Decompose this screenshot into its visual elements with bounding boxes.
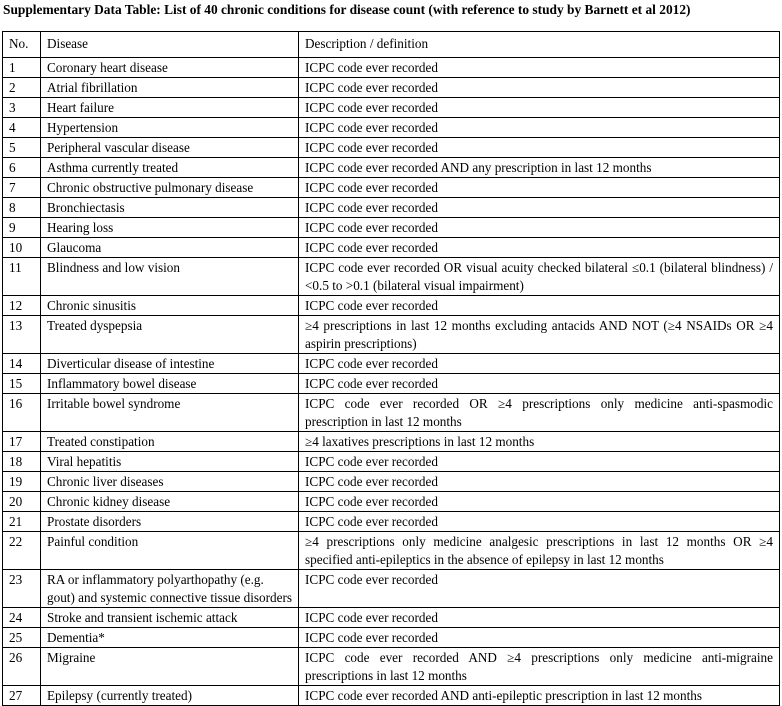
cell-no: 26	[3, 648, 41, 686]
cell-no: 3	[3, 98, 41, 118]
cell-no: 7	[3, 178, 41, 198]
table-row	[3, 178, 780, 198]
table-row	[3, 648, 780, 686]
cell-no: 1	[3, 58, 41, 78]
cell-disease: RA or inflammatory polyarthopathy (e.g. gout) and systemic connective tissue disorders	[41, 570, 299, 608]
table-row	[3, 78, 780, 98]
cell-disease: Treated dyspepsia	[41, 316, 299, 354]
cell-disease: Epilepsy (currently treated)	[41, 686, 299, 706]
cell-description: ICPC code ever recorded	[299, 178, 780, 198]
cell-disease: Chronic liver diseases	[41, 472, 299, 492]
cell-no: 20	[3, 492, 41, 512]
table-header-row	[3, 32, 780, 58]
column-header-no: No.	[3, 32, 41, 58]
cell-description: ICPC code ever recorded	[299, 570, 780, 608]
cell-no: 4	[3, 118, 41, 138]
cell-no: 22	[3, 532, 41, 570]
cell-description: ICPC code ever recorded	[299, 58, 780, 78]
cell-disease: Dementia*	[41, 628, 299, 648]
cell-disease: Atrial fibrillation	[41, 78, 299, 98]
cell-no: 8	[3, 198, 41, 218]
cell-disease: Chronic kidney disease	[41, 492, 299, 512]
cell-no: 21	[3, 512, 41, 532]
table-row	[3, 532, 780, 570]
cell-description: ICPC code ever recorded	[299, 198, 780, 218]
table-row	[3, 394, 780, 432]
cell-description: ICPC code ever recorded	[299, 492, 780, 512]
cell-description: ICPC code ever recorded	[299, 374, 780, 394]
cell-disease: Painful condition	[41, 532, 299, 570]
table-row	[3, 198, 780, 218]
table-row	[3, 432, 780, 452]
cell-disease: Diverticular disease of intestine	[41, 354, 299, 374]
cell-description: ICPC code ever recorded	[299, 118, 780, 138]
cell-description: ICPC code ever recorded	[299, 218, 780, 238]
cell-no: 10	[3, 238, 41, 258]
cell-disease: Asthma currently treated	[41, 158, 299, 178]
cell-disease: Irritable bowel syndrome	[41, 394, 299, 432]
cell-description: ICPC code ever recorded	[299, 98, 780, 118]
table-row	[3, 158, 780, 178]
cell-disease: Stroke and transient ischemic attack	[41, 608, 299, 628]
cell-description: ICPC code ever recorded	[299, 354, 780, 374]
cell-disease: Bronchiectasis	[41, 198, 299, 218]
cell-description: ICPC code ever recorded OR ≥4 prescriptions only medicine anti-spasmodic prescription in last 12 months	[299, 394, 780, 432]
cell-description: ICPC code ever recorded	[299, 296, 780, 316]
cell-disease: Heart failure	[41, 98, 299, 118]
cell-no: 24	[3, 608, 41, 628]
cell-description: ICPC code ever recorded OR visual acuity checked bilateral ≤0.1 (bilateral blindness) / <0.5 to >0.1 (bilateral visual impairment)	[299, 258, 780, 296]
column-header-disease: Disease	[41, 32, 299, 58]
table-row	[3, 118, 780, 138]
table-row	[3, 374, 780, 394]
table-row	[3, 512, 780, 532]
cell-description: ICPC code ever recorded	[299, 472, 780, 492]
cell-no: 27	[3, 686, 41, 706]
table-row	[3, 452, 780, 472]
cell-description: ICPC code ever recorded AND ≥4 prescriptions only medicine anti-migraine prescriptions in last 12 months	[299, 648, 780, 686]
table-row	[3, 138, 780, 158]
cell-no: 12	[3, 296, 41, 316]
cell-disease: Migraine	[41, 648, 299, 686]
cell-disease: Coronary heart disease	[41, 58, 299, 78]
cell-description: ≥4 prescriptions only medicine analgesic prescriptions in last 12 months OR ≥4 specified anti-epileptics in the absence of epilepsy in last 12 months	[299, 532, 780, 570]
table-row	[3, 570, 780, 608]
cell-no: 17	[3, 432, 41, 452]
cell-disease: Peripheral vascular disease	[41, 138, 299, 158]
cell-no: 16	[3, 394, 41, 432]
table-row	[3, 296, 780, 316]
cell-description: ICPC code ever recorded AND any prescription in last 12 months	[299, 158, 780, 178]
cell-no: 15	[3, 374, 41, 394]
cell-description: ICPC code ever recorded AND anti-epileptic prescription in last 12 months	[299, 686, 780, 706]
cell-description: ICPC code ever recorded	[299, 138, 780, 158]
table-row	[3, 472, 780, 492]
table-row	[3, 218, 780, 238]
table-row	[3, 98, 780, 118]
cell-no: 25	[3, 628, 41, 648]
table-row	[3, 238, 780, 258]
cell-disease: Glaucoma	[41, 238, 299, 258]
cell-disease: Treated constipation	[41, 432, 299, 452]
cell-disease: Blindness and low vision	[41, 258, 299, 296]
cell-no: 5	[3, 138, 41, 158]
cell-disease: Hearing loss	[41, 218, 299, 238]
table-row	[3, 686, 780, 706]
cell-disease: Viral hepatitis	[41, 452, 299, 472]
table-row	[3, 58, 780, 78]
cell-no: 19	[3, 472, 41, 492]
cell-description: ICPC code ever recorded	[299, 452, 780, 472]
column-header-description: Description / definition	[299, 32, 780, 58]
table-row	[3, 492, 780, 512]
cell-no: 2	[3, 78, 41, 98]
cell-description: ICPC code ever recorded	[299, 512, 780, 532]
cell-disease: Prostate disorders	[41, 512, 299, 532]
table-row	[3, 608, 780, 628]
cell-disease: Inflammatory bowel disease	[41, 374, 299, 394]
cell-description: ICPC code ever recorded	[299, 608, 780, 628]
table-body	[3, 58, 780, 706]
cell-disease: Chronic obstructive pulmonary disease	[41, 178, 299, 198]
cell-no: 11	[3, 258, 41, 296]
chronic-conditions-table	[2, 31, 780, 706]
cell-description: ICPC code ever recorded	[299, 78, 780, 98]
cell-description: ≥4 prescriptions in last 12 months excluding antacids AND NOT (≥4 NSAIDs OR ≥4 aspirin prescriptions)	[299, 316, 780, 354]
cell-disease: Hypertension	[41, 118, 299, 138]
cell-description: ICPC code ever recorded	[299, 238, 780, 258]
cell-description: ≥4 laxatives prescriptions in last 12 months	[299, 432, 780, 452]
cell-no: 13	[3, 316, 41, 354]
cell-no: 23	[3, 570, 41, 608]
cell-disease: Chronic sinusitis	[41, 296, 299, 316]
table-row	[3, 316, 780, 354]
cell-no: 18	[3, 452, 41, 472]
cell-no: 9	[3, 218, 41, 238]
cell-no: 14	[3, 354, 41, 374]
table-title: Supplementary Data Table: List of 40 chronic conditions for disease count (with reference to study by Barnett et al 2012)	[3, 2, 691, 17]
cell-no: 6	[3, 158, 41, 178]
cell-description: ICPC code ever recorded	[299, 628, 780, 648]
table-row	[3, 628, 780, 648]
table-row	[3, 258, 780, 296]
table-row	[3, 354, 780, 374]
